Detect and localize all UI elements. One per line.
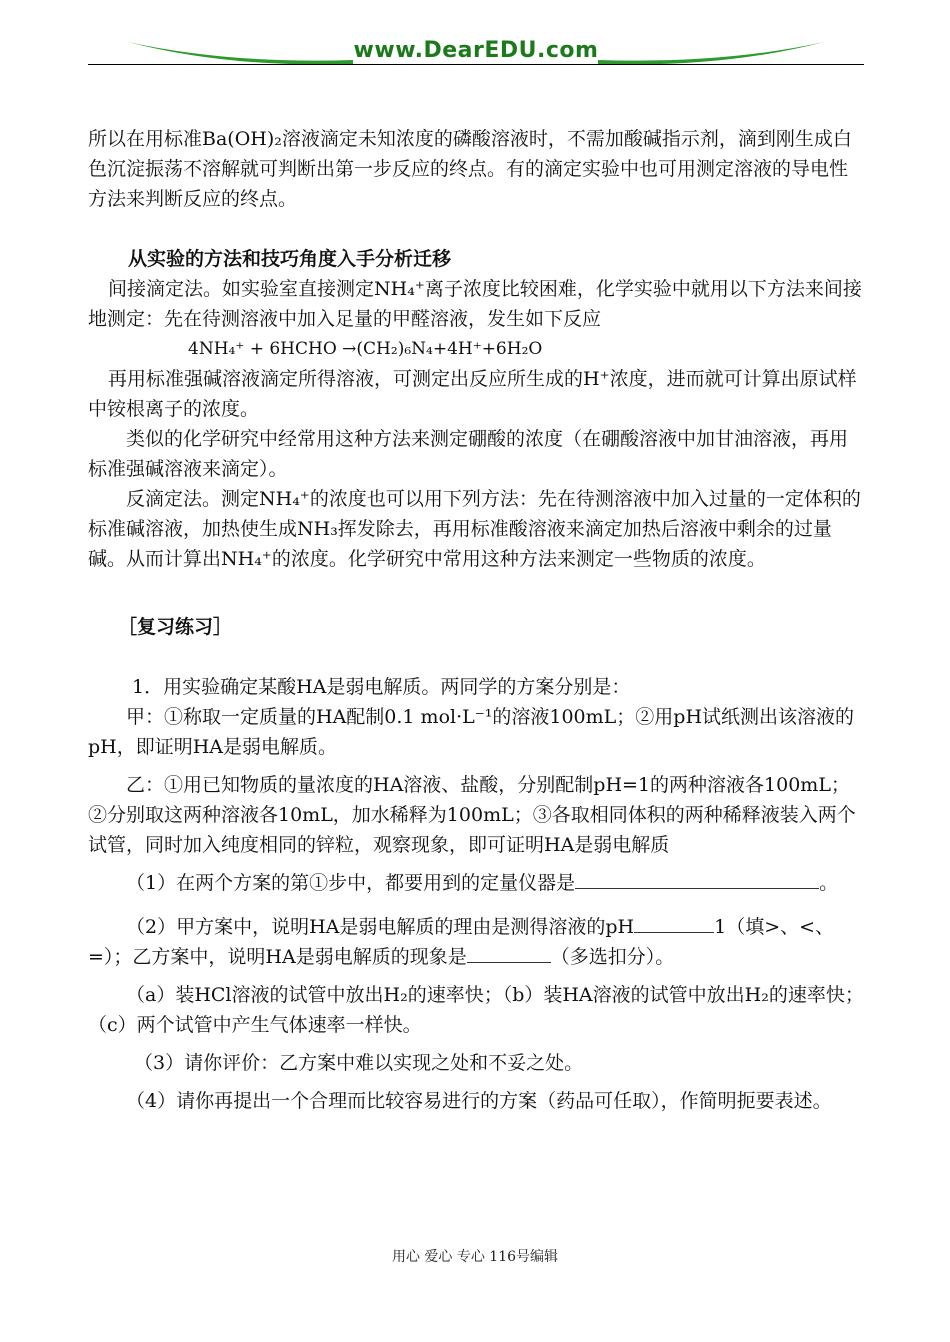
- reaction-equation: 4NH₄⁺ + 6HCHO →(CH₂)₆N₄+4H⁺+6H₂O: [188, 339, 543, 359]
- subquestion-1-text: （1）在两个方案的第①步中，都要用到的定量仪器是: [126, 872, 576, 894]
- question-1: 1．用实验确定某酸HA是弱电解质。两同学的方案分别是：: [132, 676, 631, 698]
- subquestion-2-text-b: 1（填>、<、=）；乙方案中，说明HA是弱电解质的现象是: [88, 916, 835, 968]
- document-body: [88, 124, 864, 1116]
- page-footer: 用心 爱心 专心 116号编辑: [391, 1249, 559, 1265]
- paragraph-boric-acid: 类似的化学研究中经常用这种方法来测定硼酸的浓度（在硼酸溶液中加甘油溶液，再用标准强碱溶液来滴定）。: [88, 428, 849, 480]
- site-header: [88, 34, 864, 68]
- header-rule: [88, 64, 864, 65]
- subquestion-1-end: 。: [819, 872, 839, 894]
- subquestion-2-options: （a）装HCl溶液的试管中放出H₂的速率快；（b）装HA溶液的试管中放出H₂的速率快；（c）两个试管中产生气体速率一样快。: [88, 984, 864, 1036]
- question-1-plan-yi: 乙：①用已知物质的量浓度的HA溶液、盐酸，分别配制pH=1的两种溶液各100mL；②分别取这两种溶液各10mL，加水稀释为100mL；③各取相同体积的两种稀释液装入两个试管，同时加入纯度相同的锌粒，观察现象，即可证明HA是弱电解质: [88, 774, 856, 856]
- subquestion-1: [88, 868, 864, 898]
- paragraph-indirect-titration: 间接滴定法。如实验室直接测定NH₄⁺离子浓度比较困难，化学实验中就用以下方法来间接地测定：先在待测溶液中加入足量的甲醛溶液，发生如下反应: [88, 278, 862, 330]
- answer-blank-1[interactable]: [575, 868, 805, 889]
- subquestion-2-text-a: （2）甲方案中，说明HA是弱电解质的理由是测得溶液的pH: [126, 916, 635, 938]
- subquestion-4: （4）请你再提出一个合理而比较容易进行的方案（药品可任取），作简明扼要表述。: [126, 1090, 832, 1112]
- answer-blank-3[interactable]: [467, 942, 551, 963]
- section-heading-method: 从实验的方法和技巧角度入手分析迁移: [128, 248, 452, 270]
- subquestion-3: （3）请你评价：乙方案中难以实现之处和不妥之处。: [134, 1052, 584, 1074]
- question-1-plan-jia: 甲：①称取一定质量的HA配制0.1 mol·L⁻¹的溶液100mL；②用pH试纸测出该溶液的pH，即证明HA是弱电解质。: [88, 706, 855, 758]
- section-heading-review: ［复习练习］: [118, 616, 233, 638]
- subquestion-2-text-c: （多选扣分）。: [550, 946, 675, 968]
- paragraph-intro: 所以在用标准Ba(OH)₂溶液滴定未知浓度的磷酸溶液时，不需加酸碱指示剂，滴到刚生成白色沉淀振荡不溶解就可判断出第一步反应的终点。有的滴定实验中也可用测定溶液的导电性方法来判断反应的终点。: [88, 128, 852, 210]
- site-logo: www.DearEDU.com: [353, 38, 599, 63]
- subquestion-2: [88, 912, 864, 972]
- answer-blank-1-tail: [805, 868, 819, 889]
- answer-blank-2[interactable]: [634, 912, 714, 933]
- paragraph-back-titration: 反滴定法。测定NH₄⁺的浓度也可以用下列方法：先在待测溶液中加入过量的一定体积的标准碱溶液，加热使生成NH₃挥发除去，再用标准酸溶液来滴定加热后溶液中剩余的过量碱。从而计算出NH₄⁺的浓度。化学研究中常用这种方法来测定一些物质的浓度。: [88, 488, 861, 570]
- paragraph-strong-base: 再用标准强碱溶液滴定所得溶液，可测定出反应所生成的H⁺浓度，进而就可计算出原试样中铵根离子的浓度。: [88, 368, 857, 420]
